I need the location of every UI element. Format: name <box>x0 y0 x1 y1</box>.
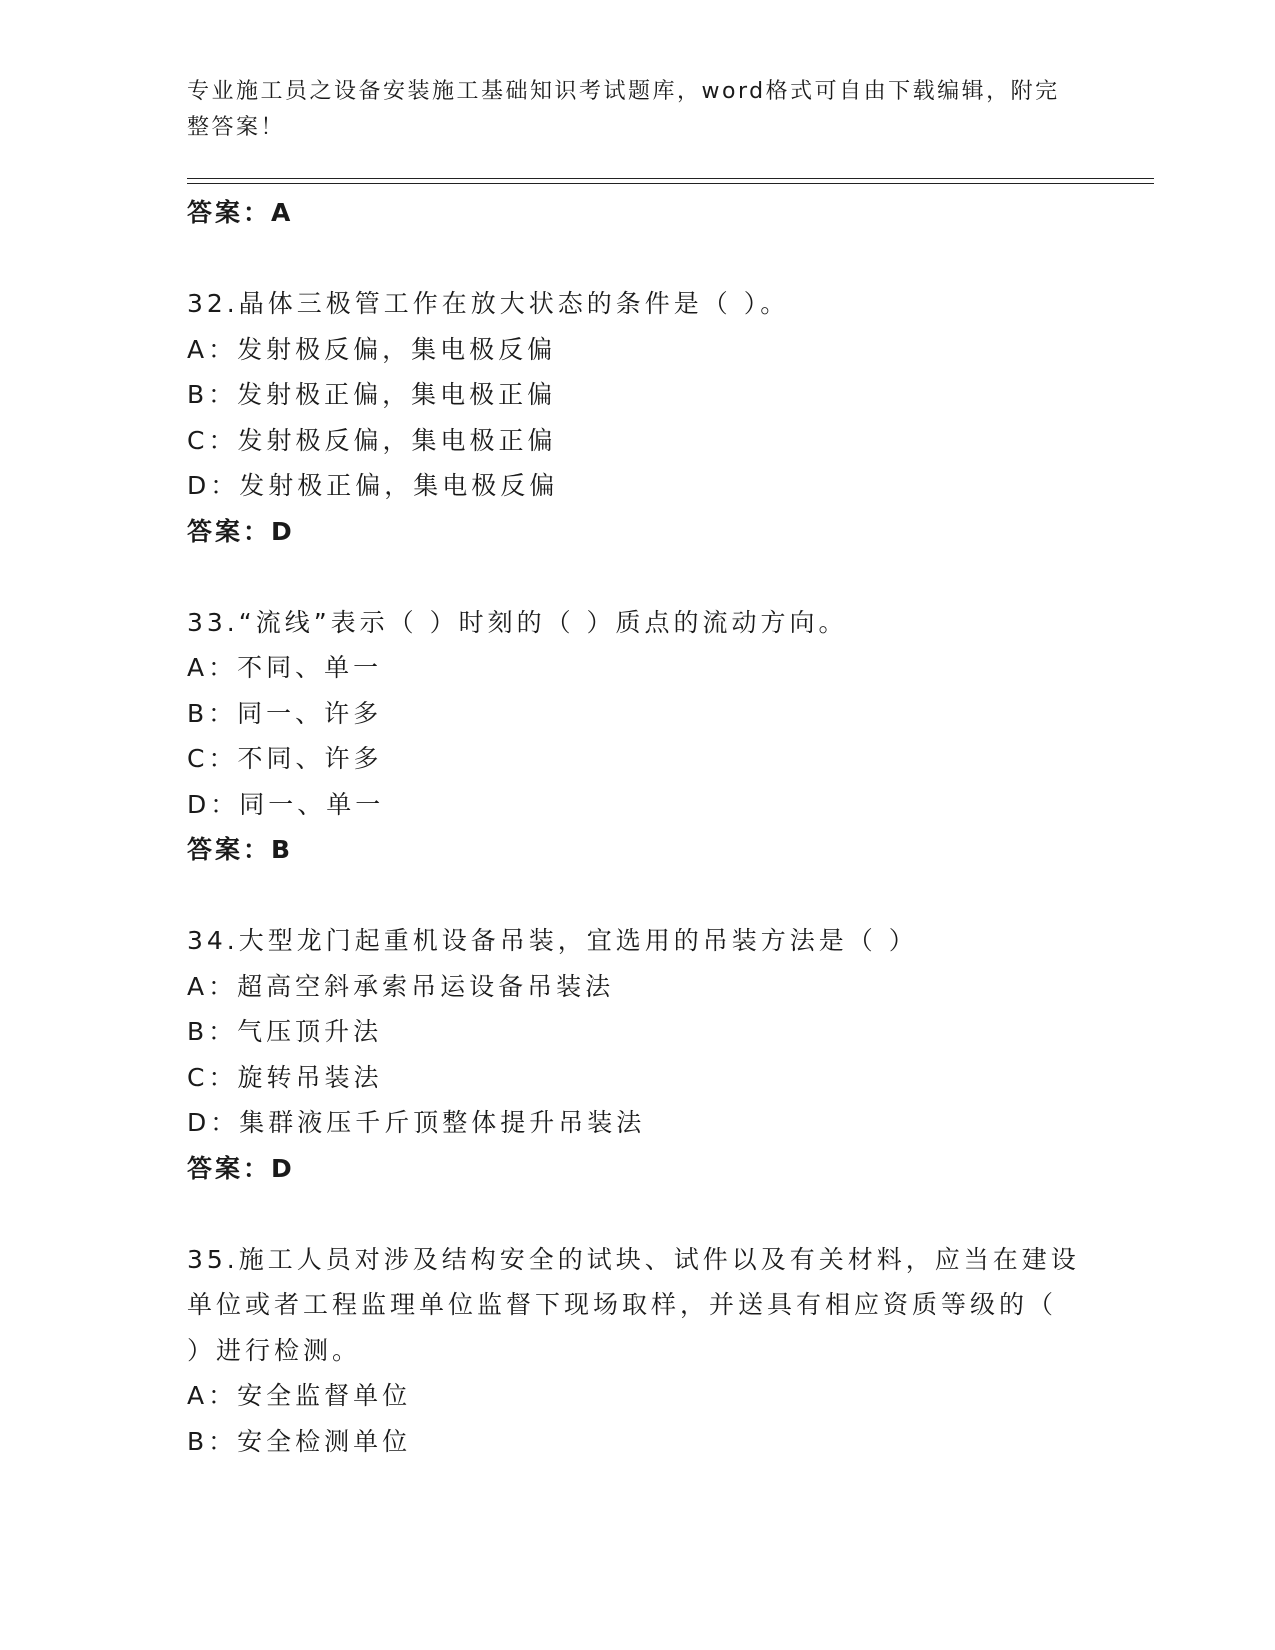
option-a: A：安全监督单位 <box>187 1381 412 1410</box>
option-c: C：发射极反偏，集电极正偏 <box>187 425 557 455</box>
option-c: C：旋转吊装法 <box>187 1062 383 1092</box>
spacer <box>187 873 1087 919</box>
option-b: B：发射极正偏，集电极正偏 <box>187 380 557 409</box>
question-32 <box>187 281 1087 554</box>
answer: 答案：B <box>187 835 294 864</box>
question-34 <box>187 918 1087 1191</box>
header-line-2: 整答案！ <box>187 115 286 140</box>
question-stem-line-1: 35.施工人员对涉及结构安全的试块、试件以及有关材料，应当在建设 <box>187 1244 1080 1274</box>
spacer <box>187 1191 1087 1237</box>
question-33 <box>187 600 1087 873</box>
document-header <box>187 74 1067 146</box>
previous-answer: 答案：A <box>187 198 294 227</box>
header-rule-top <box>187 178 1154 179</box>
option-b: B：气压顶升法 <box>187 1017 383 1046</box>
question-stem: 32.晶体三极管工作在放大状态的条件是（ ）。 <box>187 289 790 318</box>
header-line-1: 专业施工员之设备安装施工基础知识考试题库，word格式可自由下载编辑，附完 <box>187 79 1060 104</box>
question-35 <box>187 1237 1087 1465</box>
question-stem-line-2: 单位或者工程监理单位监督下现场取样，并送具有相应资质等级的（ <box>187 1290 1058 1319</box>
question-stem: 33.“流线”表示（ ）时刻的（ ）质点的流动方向。 <box>187 607 848 637</box>
header-rule-bottom <box>187 183 1154 184</box>
question-list <box>187 190 1087 1464</box>
option-a: A：超高空斜承索吊运设备吊装法 <box>187 971 615 1001</box>
question-stem: 34.大型龙门起重机设备吊装，宜选用的吊装方法是（ ） <box>187 926 918 955</box>
answer: 答案：D <box>187 516 295 546</box>
question-stem-line-3: ）进行检测。 <box>187 1335 362 1365</box>
option-d: D：发射极正偏，集电极反偏 <box>187 471 559 500</box>
option-b: B：安全检测单位 <box>187 1426 412 1456</box>
option-d: D：集群液压千斤顶整体提升吊装法 <box>187 1108 646 1137</box>
option-a: A：发射极反偏，集电极反偏 <box>187 334 557 364</box>
option-c: C：不同、许多 <box>187 744 383 773</box>
answer: 答案：D <box>187 1153 295 1183</box>
spacer <box>187 554 1087 600</box>
spacer <box>187 236 1087 282</box>
option-d: D：同一、单一 <box>187 789 385 819</box>
option-b: B：同一、许多 <box>187 698 383 728</box>
option-a: A：不同、单一 <box>187 653 383 682</box>
